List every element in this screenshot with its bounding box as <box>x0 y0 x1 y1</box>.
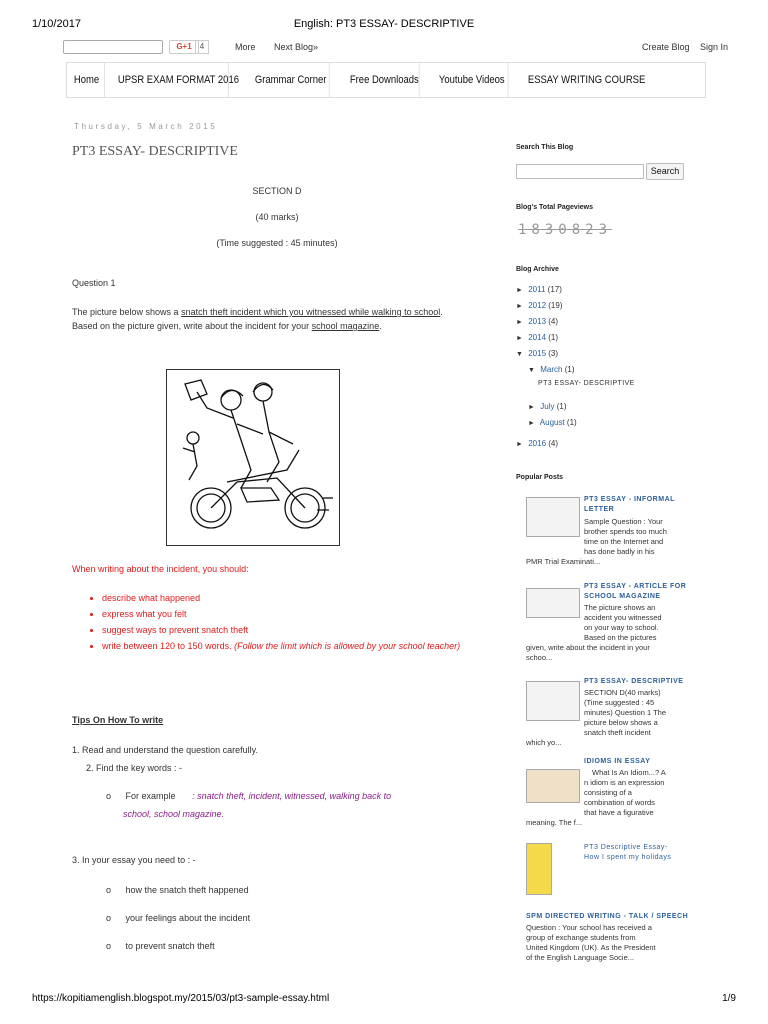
archive-year[interactable]: 2012 <box>528 301 547 310</box>
archive-count: (4) <box>548 439 559 448</box>
popular-snippet: snatch theft incident <box>584 728 651 737</box>
gplus-button[interactable]: G+1 <box>169 40 199 54</box>
popular-heading: Popular Posts <box>516 474 564 481</box>
need-item <box>106 941 215 951</box>
question-label: Question 1 <box>72 278 116 288</box>
archive-post-link[interactable]: PT3 ESSAY- DESCRIPTIVE <box>538 380 635 387</box>
post-title[interactable]: PT3 ESSAY- DESCRIPTIVE <box>72 144 238 159</box>
popular-snippet: (Time suggested : 45 <box>584 698 655 707</box>
menu-essay-writing-course[interactable]: ESSAY WRITING COURSE <box>527 74 646 86</box>
archive-item-2011[interactable] <box>516 285 562 294</box>
list-item <box>102 640 472 652</box>
menu-grammar-corner[interactable]: Grammar Corner <box>248 63 330 97</box>
blogger-navbar <box>63 40 729 56</box>
menu-free-downloads[interactable]: Free Downloads <box>343 63 420 97</box>
popular-title-cont[interactable]: How I spent my holidays <box>584 854 672 861</box>
popular-title[interactable]: SPM DIRECTED WRITING - TALK / SPEECH <box>526 913 689 920</box>
question-text-d: . <box>379 321 382 331</box>
popular-snippet: minutes) Question 1 The <box>584 708 666 717</box>
popular-thumb[interactable] <box>526 681 580 721</box>
popular-snippet: brother spends too much <box>584 527 667 536</box>
popular-title[interactable]: PT3 ESSAY- DESCRIPTIVE <box>584 678 684 685</box>
question-text-a: The picture below shows a <box>72 307 182 317</box>
need-text: how the snatch theft happened <box>125 885 249 895</box>
need-item <box>106 885 249 895</box>
archive-year[interactable]: 2013 <box>528 317 547 326</box>
popular-snippet: has done badly in his <box>584 547 655 556</box>
word-limit-note: (Follow the limit which is allowed by your school teacher) <box>234 641 461 651</box>
chevron-down-icon[interactable]: ▼ <box>528 367 535 374</box>
print-url: https://kopitiamenglish.blogspot.my/2015/03/pt3-sample-essay.html <box>32 993 330 1004</box>
more-link[interactable]: More <box>235 42 256 52</box>
archive-month[interactable]: July <box>540 402 555 411</box>
popular-snippet: United Kingdom (UK). As the President <box>526 943 656 952</box>
popular-snippet: consisting of a <box>584 788 632 797</box>
popular-snippet: SECTION D(40 marks) <box>584 688 661 697</box>
archive-item-2013[interactable] <box>516 317 558 326</box>
search-button[interactable]: Search <box>646 163 684 180</box>
next-blog-link[interactable]: Next Blog» <box>274 42 319 52</box>
question-keyword-snatch-theft: snatch theft incident which you witnessed while walking to school <box>181 307 441 317</box>
menu-youtube-videos[interactable]: Youtube Videos <box>432 63 509 97</box>
list-item: • suggest ways to prevent snatch theft <box>102 624 472 636</box>
popular-snippet: picture below shows a <box>584 718 658 727</box>
create-blog-link[interactable]: Create Blog <box>642 42 690 52</box>
chevron-right-icon[interactable]: ► <box>528 404 535 411</box>
archive-year[interactable]: 2016 <box>528 439 547 448</box>
sign-in-link[interactable]: Sign In <box>700 42 729 52</box>
chevron-right-icon[interactable]: ► <box>516 319 523 326</box>
print-page-number: 1/9 <box>722 993 736 1004</box>
popular-thumb[interactable] <box>526 497 580 537</box>
archive-month[interactable]: August <box>539 418 565 427</box>
popular-snippet: n idiom is an expression <box>584 778 665 787</box>
example-keywords: : snatch theft, incident, witnessed, walking back to <box>192 791 392 801</box>
popular-snippet: on your way to school. <box>584 623 659 632</box>
popular-title[interactable]: PT3 ESSAY - INFORMAL <box>584 496 675 503</box>
archive-year[interactable]: 2011 <box>528 285 546 294</box>
section-label: SECTION D <box>252 186 302 196</box>
popular-snippet: combination of words <box>584 798 655 807</box>
step-1: 1. Read and understand the question carefully. <box>72 745 258 755</box>
blog-search-input[interactable] <box>516 164 644 179</box>
question-line-1 <box>72 307 443 317</box>
list-item: • express what you felt <box>102 608 472 620</box>
question-text-b: . <box>440 307 443 317</box>
need-text: to prevent snatch theft <box>125 941 215 951</box>
archive-count: (19) <box>548 301 563 310</box>
question-line-2 <box>72 321 382 331</box>
chevron-right-icon[interactable]: ► <box>516 335 523 342</box>
popular-snippet: accident you witnessed <box>584 613 662 622</box>
bullet-o: o <box>106 941 112 951</box>
popular-title[interactable]: PT3 ESSAY - ARTICLE FOR <box>584 583 687 590</box>
bullet-o: o <box>106 791 112 801</box>
writing-points <box>102 592 472 656</box>
menu-upsr-exam-format[interactable]: UPSR EXAM FORMAT 2016 <box>111 63 229 97</box>
popular-snippet: time on the Internet and <box>584 537 664 546</box>
archive-item-july[interactable] <box>528 402 566 411</box>
archive-item-august[interactable] <box>528 418 577 427</box>
archive-year[interactable]: 2014 <box>528 333 547 342</box>
archive-count: (1) <box>564 365 575 374</box>
main-menu <box>66 62 706 98</box>
archive-heading: Blog Archive <box>516 266 559 273</box>
popular-snippet: meaning. The f... <box>526 818 583 827</box>
popular-snippet: Question : Your school has received a <box>526 923 652 932</box>
popular-snippet: given, write about the incident in your <box>526 643 650 652</box>
popular-snippet: that have a figurative <box>584 808 654 817</box>
snatch-theft-illustration <box>166 369 340 546</box>
gplus-count: 4 <box>195 40 209 54</box>
archive-year[interactable]: 2015 <box>528 349 547 358</box>
popular-snippet: group of exchange students from <box>526 933 636 942</box>
print-page-title: English: PT3 ESSAY- DESCRIPTIVE <box>293 18 475 30</box>
marks-label: (40 marks) <box>255 212 299 222</box>
popular-thumb[interactable] <box>526 843 552 895</box>
bullet-o: o <box>106 913 112 923</box>
need-item <box>106 913 250 923</box>
chevron-down-icon[interactable]: ▼ <box>516 351 523 358</box>
popular-title[interactable]: PT3 Descriptive Essay- <box>584 844 668 851</box>
popular-snippet: PMR Trial Examinati... <box>526 557 601 566</box>
menu-home[interactable]: Home <box>67 63 105 97</box>
popular-title-cont[interactable]: SCHOOL MAGAZINE <box>584 593 661 600</box>
popular-snippet: What Is An Idiom...? A <box>592 768 666 777</box>
archive-item-2014[interactable] <box>516 333 558 342</box>
popular-snippet: Sample Question : Your <box>584 517 663 526</box>
question-keyword-school-magazine: school magazine <box>311 321 380 331</box>
popular-thumb[interactable] <box>526 588 580 618</box>
archive-item-2012[interactable] <box>516 301 563 310</box>
chevron-right-icon[interactable]: ► <box>516 303 523 310</box>
example-line <box>106 791 391 801</box>
archive-count: (17) <box>547 285 562 294</box>
archive-count: (1) <box>566 418 577 427</box>
popular-title-cont[interactable]: LETTER <box>584 506 615 513</box>
archive-count: (1) <box>548 333 559 342</box>
popular-snippet: Based on the pictures <box>584 633 657 642</box>
archive-month[interactable]: March <box>540 365 563 374</box>
popular-title[interactable]: IDIOMS IN ESSAY <box>584 758 651 765</box>
chevron-right-icon[interactable]: ► <box>516 441 523 448</box>
popular-snippet: which yo... <box>526 738 562 747</box>
bullet-o: o <box>106 885 112 895</box>
motorcycle-snatch-drawing <box>167 370 339 545</box>
question-text-c: Based on the picture given, write about the incident for your <box>72 321 312 331</box>
archive-count: (4) <box>548 317 559 326</box>
archive-item-march[interactable] <box>528 365 574 374</box>
navbar-search-input[interactable] <box>63 40 163 54</box>
archive-item-2015[interactable] <box>516 349 558 358</box>
archive-count: (3) <box>548 349 559 358</box>
pageviews-heading: Blog's Total Pageviews <box>516 204 593 211</box>
word-limit: write between 120 to 150 words. <box>102 641 235 651</box>
tips-heading: Tips On How To write <box>72 715 164 725</box>
archive-item-2016[interactable] <box>516 439 558 448</box>
chevron-right-icon[interactable]: ► <box>528 420 535 427</box>
pageviews-counter: 1830823 <box>518 222 613 238</box>
archive-count: (1) <box>556 402 567 411</box>
chevron-right-icon[interactable]: ► <box>516 287 523 294</box>
popular-thumb[interactable] <box>526 769 580 803</box>
writing-instructions: When writing about the incident, you should: <box>72 564 249 574</box>
popular-snippet: schoo... <box>526 653 553 662</box>
need-text: your feelings about the incident <box>125 913 251 923</box>
post-date: Thursday, 5 March 2015 <box>74 122 218 131</box>
print-date: 1/10/2017 <box>32 18 81 30</box>
search-heading: Search This Blog <box>516 144 574 151</box>
step-2: 2. Find the key words : - <box>86 763 183 773</box>
popular-snippet: The picture shows an <box>584 603 656 612</box>
popular-snippet: of the English Language Socie... <box>526 953 634 962</box>
example-label: For example <box>125 791 176 801</box>
example-keywords-cont: school, school magazine. <box>123 809 225 819</box>
step-3: 3. In your essay you need to : - <box>72 855 196 865</box>
time-label: (Time suggested : 45 minutes) <box>216 238 338 248</box>
list-item: • describe what happened <box>102 592 472 604</box>
